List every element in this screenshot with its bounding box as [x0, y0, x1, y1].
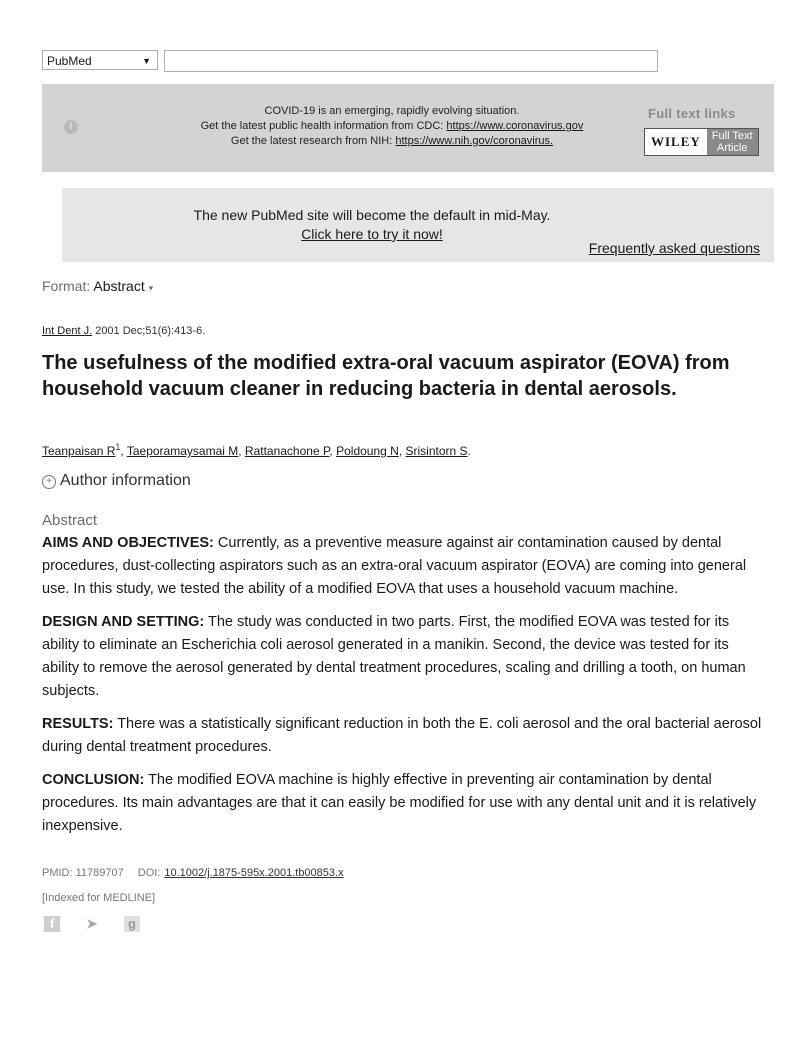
author-link[interactable]: Teanpaisan R — [42, 444, 116, 458]
nih-link[interactable]: https://www.nih.gov/coronavirus. — [395, 135, 554, 147]
covid-line-3-text: Get the latest research from NIH: — [230, 135, 396, 147]
doi-link[interactable]: 10.1002/j.1875-595x.2001.tb00853.x — [164, 867, 344, 879]
abstract-heading: Abstract — [42, 512, 98, 529]
database-select-value: PubMed — [47, 54, 92, 68]
facebook-icon[interactable]: f — [44, 916, 60, 932]
section-label: DESIGN AND SETTING: — [42, 614, 205, 630]
citation-details: 2001 Dec;51(6):413-6. — [92, 325, 206, 337]
abstract-section — [42, 713, 766, 759]
author-link[interactable]: Rattanachone P — [244, 444, 330, 458]
indexed-note: [Indexed for MEDLINE] — [42, 892, 156, 904]
format-label: Format: — [42, 278, 91, 294]
author-link[interactable]: Taeporamaysamai M — [126, 444, 239, 458]
format-selector[interactable] — [42, 278, 153, 294]
cdc-link[interactable]: https://www.coronavirus.gov — [446, 120, 584, 132]
section-text: The modified EOVA machine is highly effective in preventing air contamination by dental procedures. Its main advantages are that it can easily be modified for use with any dental unit and it is relatively inexpensive. — [42, 772, 757, 834]
abstract-body — [42, 532, 766, 848]
article-title: The usefulness of the modified extra-oral vacuum aspirator (EOVA) from household vacuum cleaner in reducing bacteria in dental aerosols. — [42, 352, 730, 400]
expand-plus-icon: + — [42, 475, 56, 489]
abstract-section — [42, 532, 766, 601]
section-label: CONCLUSION: — [42, 772, 145, 788]
article-ids — [42, 867, 344, 879]
affiliation-sup: 1 — [115, 442, 121, 452]
doi-label: DOI: — [137, 867, 161, 879]
database-select[interactable] — [42, 50, 158, 70]
full-text-article-label: Full Text Article — [707, 129, 758, 155]
new-pubmed-banner — [62, 188, 774, 262]
abstract-section — [42, 769, 766, 838]
pmid: PMID: 11789707 — [42, 867, 124, 879]
author-link[interactable]: Srisintorn S — [405, 444, 468, 458]
section-text: Currently, as a preventive measure against air contamination caused by dental procedures, dust-collecting aspirators such as an extra-oral vacuum aspirator (EOVA) are coming into general use. In this study, we tested the ability of a modified EOVA that uses a household vacuum machine. — [42, 535, 747, 597]
share-bar — [44, 916, 140, 932]
covid-message — [182, 104, 602, 149]
covid-line-2-text: Get the latest public health information from CDC: — [200, 120, 447, 132]
author-info-label: Author information — [60, 472, 191, 489]
abstract-section — [42, 611, 766, 703]
journal-link[interactable]: Int Dent J. — [42, 325, 93, 337]
new-pubmed-message — [62, 206, 682, 244]
chevron-down-icon: ▼ — [142, 56, 151, 66]
full-text-links-label: Full text links — [648, 106, 736, 121]
section-text: The study was conducted in two parts. First, the modified EOVA was tested for its ability to eliminate an Escherichia coli aerosol generated in a manikin. Second, the device was tested for its ability to remove the aerosol generated by dental treatment procedures, scaling and drilling a tooth, on human subjects. — [42, 614, 746, 699]
new-pubmed-text: The new PubMed site will become the default in mid-May. — [193, 207, 551, 223]
info-icon: i — [64, 120, 78, 134]
faq-link[interactable]: Frequently asked questions — [588, 240, 760, 256]
section-text: There was a statistically significant reduction in both the E. coli aerosol and the oral bacterial aerosol during dental treatment procedures. — [42, 716, 762, 755]
covid-line-1: COVID-19 is an emerging, rapidly evolving situation. — [264, 105, 520, 117]
covid-banner — [42, 84, 774, 172]
twitter-icon[interactable]: ➤ — [86, 916, 98, 931]
covid-line-3 — [182, 134, 602, 149]
format-value: Abstract — [93, 278, 145, 294]
covid-line-2 — [182, 119, 602, 134]
wiley-full-text-button[interactable] — [644, 128, 759, 156]
author-information-toggle[interactable] — [42, 472, 191, 490]
try-new-site-link[interactable]: Click here to try it now! — [301, 226, 443, 242]
googleplus-icon[interactable]: g — [124, 916, 140, 932]
author-list: Teanpaisan $R^1$, Taeporamaysamai M, Rattanachone P, Poldoung N, Srisintorn S. — [42, 442, 471, 458]
section-label: RESULTS: — [42, 716, 114, 732]
citation — [42, 325, 205, 337]
author-link[interactable]: Poldoung N — [336, 444, 399, 458]
search-input[interactable] — [164, 50, 658, 72]
caret-down-icon: ▾ — [148, 283, 154, 293]
publisher-logo: WILEY — [645, 129, 707, 155]
section-label: AIMS AND OBJECTIVES: — [42, 535, 214, 551]
